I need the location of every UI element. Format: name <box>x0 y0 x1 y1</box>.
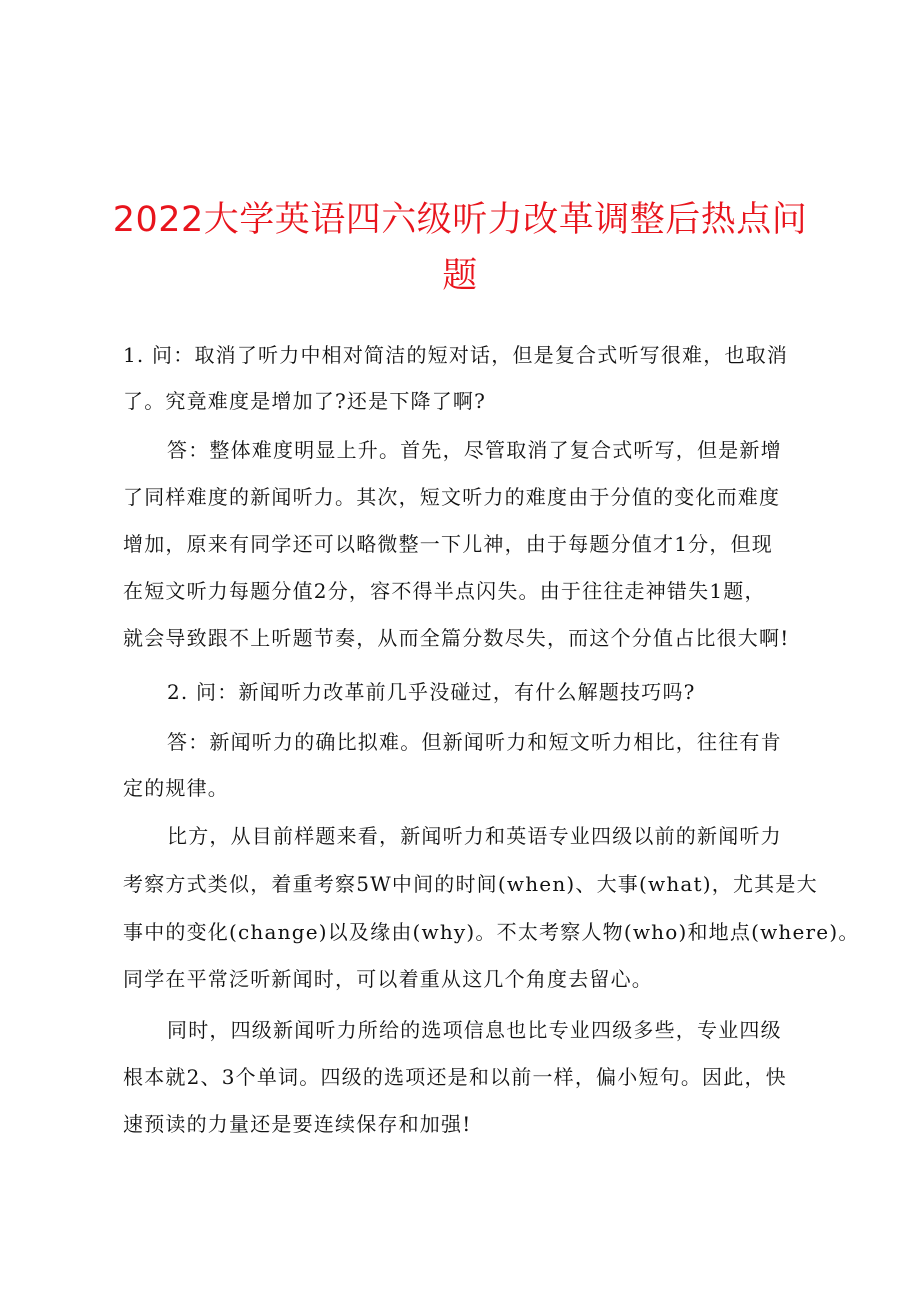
body-line: 1. 问：取消了听力中相对简洁的短对话，但是复合式听写很难，也取消 <box>123 343 789 367</box>
body-line: 了。究竟难度是增加了?还是下降了啊? <box>123 389 487 413</box>
body-line: 在短文听力每题分值2分，容不得半点闪失。由于往往走神错失1题， <box>123 579 766 603</box>
body-line: 比方，从目前样题来看，新闻听力和英语专业四级以前的新闻听力 <box>167 824 782 848</box>
body-line: 根本就2、3个单词。四级的选项还是和以前一样，偏小短句。因此，快 <box>123 1065 787 1089</box>
body-line: 答：新闻听力的确比拟难。但新闻听力和短文听力相比，往往有肯 <box>167 730 782 754</box>
body-line: 考察方式类似，着重考察5W中间的时间(when)、大事(what)，尤其是大 <box>123 872 818 896</box>
body-line: 增加，原来有同学还可以略微整一下儿神，由于每题分值才1分，但现 <box>123 532 773 556</box>
body-line: 答：整体难度明显上升。首先，尽管取消了复合式听写，但是新增 <box>167 438 782 462</box>
body-line: 速预读的力量还是要连续保存和加强! <box>123 1112 472 1136</box>
body-line: 了同样难度的新闻听力。其次，短文听力的难度由于分值的变化而难度 <box>123 485 781 509</box>
document-title-line-1: 2022大学英语四六级听力改革调整后热点问 <box>112 200 808 240</box>
body-line: 2. 问：新闻听力改革前几乎没碰过，有什么解题技巧吗? <box>167 680 696 704</box>
body-line: 同学在平常泛听新闻时，可以着重从这几个角度去留心。 <box>123 967 653 991</box>
body-line: 就会导致跟不上听题节奏，从而全篇分数尽失，而这个分值占比很大啊! <box>123 626 790 650</box>
document-title-line-2: 题 <box>442 256 478 296</box>
body-line: 同时，四级新闻听力所给的选项信息也比专业四级多些，专业四级 <box>167 1018 782 1042</box>
body-line: 事中的变化(change)以及缘由(why)。不太考察人物(who)和地点(where)。 <box>123 920 860 944</box>
body-line: 定的规律。 <box>123 776 229 800</box>
